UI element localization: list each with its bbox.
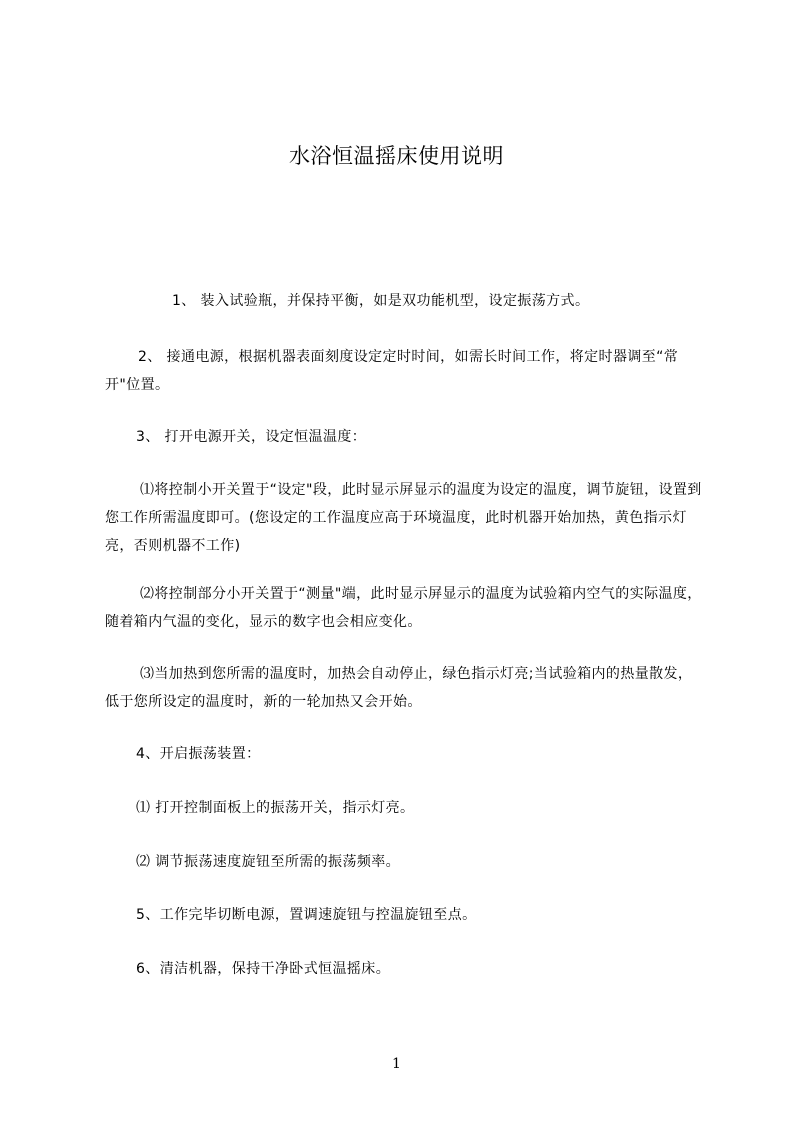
paragraph-step-2: 2、 接通电源，根据机器表面刻度设定定时时间，如需长时间工作，将定时器调至“常开"位置。 xyxy=(105,349,679,393)
paragraph-step-3-sub-1: ⑴将控制小开关置于“设定"段，此时显示屏显示的温度为设定的温度，调节旋钮，设置到您工作所需温度即可。(您设定的工作温度应高于环境温度，此时机器开始加热，黄色指示灯亮，否则机器不工作) xyxy=(105,482,702,554)
paragraph-step-3-sub-2: ⑵将控制部分小开关置于“测量"端，此时显示屏显示的温度为试验箱内空气的实际温度，随着箱内气温的变化，显示的数字也会相应变化。 xyxy=(105,586,702,630)
paragraph-step-4: 4、开启振荡装置： xyxy=(136,746,261,762)
paragraph-step-4-sub-1: ⑴ 打开控制面板上的振荡开关，指示灯亮。 xyxy=(136,800,415,816)
paragraph-step-3-sub-3: ⑶当加热到您所需的温度时，加热会自动停止，绿色指示灯亮;当试验箱内的热量散发，低于您所设定的温度时，新的一轮加热又会开始。 xyxy=(105,666,693,710)
paragraph-step-6: 6、清洁机器，保持干净卧式恒温摇床。 xyxy=(136,961,391,977)
paragraph-step-5: 5、工作完毕切断电源，置调速旋钮与控温旋钮至点。 xyxy=(136,907,477,923)
page-number: 1 xyxy=(392,1056,401,1072)
paragraph-step-4-sub-2: ⑵ 调节振荡速度旋钮至所需的振荡频率。 xyxy=(136,854,401,870)
paragraph-step-1: 1、 装入试验瓶，并保持平衡，如是双功能机型，设定振荡方式。 xyxy=(172,293,590,309)
document-title: 水浴恒温摇床使用说明 xyxy=(289,144,504,168)
paragraph-step-3: 3、 打开电源开关，设定恒温温度： xyxy=(136,429,367,445)
